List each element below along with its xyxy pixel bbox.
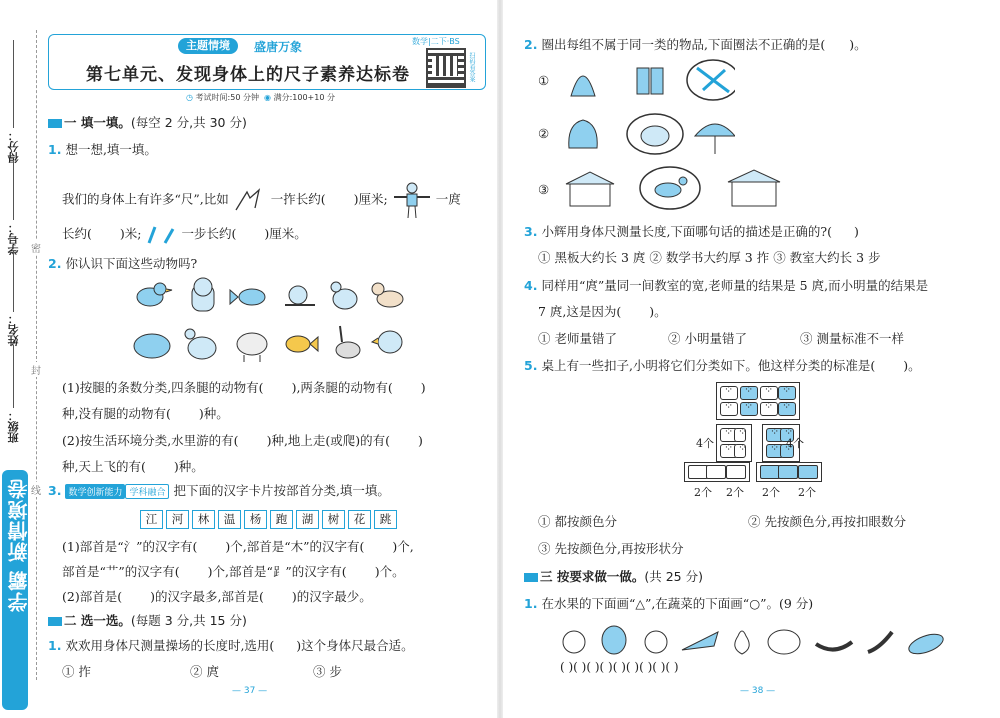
theme-pill: 主题情境 bbox=[178, 38, 238, 54]
q2-stem: 2. 你认识下面这些动物吗? bbox=[48, 256, 198, 271]
page-title: 第七单元、发现身体上的尺子素养达标卷 bbox=[86, 65, 410, 85]
char-cards bbox=[140, 508, 400, 529]
button-icon bbox=[740, 386, 758, 400]
score-icon: ◉ bbox=[264, 93, 272, 102]
cut-char-2: 封 bbox=[31, 362, 41, 377]
chicken-icon bbox=[185, 329, 216, 359]
exam-info bbox=[186, 92, 335, 103]
r-q3-options[interactable]: ① 黑板大约长 3 庹 ② 数学书大约厚 3 拃 ③ 教室大约长 3 步 bbox=[538, 250, 881, 265]
horse-icon bbox=[640, 167, 700, 209]
count-right: 4个 bbox=[786, 437, 804, 450]
q3-line-1: (1)部首是“氵”的汉字有( )个,部首是“木”的汉字有( )个, bbox=[62, 539, 414, 554]
score-line bbox=[13, 40, 14, 128]
temple-icon bbox=[566, 172, 614, 206]
goldfish-icon bbox=[286, 336, 318, 352]
s2q1-opt-1[interactable]: ① 拃 bbox=[62, 664, 91, 679]
r-q5-opt-3[interactable]: ③ 先按颜色分,再按形状分 bbox=[538, 541, 684, 556]
peach-icon bbox=[563, 631, 585, 653]
carrot-icon bbox=[682, 632, 718, 650]
brand-logo: 学霸 新情境卷 bbox=[7, 478, 31, 612]
produce-row bbox=[558, 620, 948, 660]
r-q4-opt-1[interactable]: ① 老师量错了 bbox=[538, 331, 617, 346]
s2q1-stem: 1. 欢欢用身体尺测量操场的长度时,选用( )这个身体尺最合适。 bbox=[48, 638, 414, 653]
class-line bbox=[13, 345, 14, 408]
count-bottom-4: 2个 bbox=[798, 486, 816, 499]
char-card: 河 bbox=[166, 510, 189, 529]
tiger-icon bbox=[192, 278, 214, 311]
animals-row-1 bbox=[130, 275, 430, 315]
q2-line-2: 种,没有腿的动物有( )种。 bbox=[62, 406, 229, 421]
button-icon bbox=[778, 386, 796, 400]
r-q2-row-3-label: ③ bbox=[538, 182, 550, 197]
hand-span-icon bbox=[233, 188, 267, 212]
q2-line-4: 种,天上飞的有( )种。 bbox=[62, 459, 204, 474]
count-bottom-2: 2个 bbox=[726, 486, 744, 499]
animals-row-2 bbox=[130, 322, 430, 366]
sheep-icon bbox=[237, 333, 267, 362]
chili-icon bbox=[868, 632, 892, 652]
qr-code[interactable] bbox=[426, 48, 466, 88]
orange-icon bbox=[645, 631, 667, 653]
page-number-left: — 37 — bbox=[232, 686, 268, 696]
char-card: 跳 bbox=[374, 510, 397, 529]
class-label: 班级： bbox=[7, 410, 20, 443]
button-icon bbox=[798, 465, 818, 479]
q3-stem: 3. 数学创新能力 学科融合 把下面的汉字卡片按部首分类,填一填。 bbox=[48, 483, 390, 498]
s2q1-opt-2[interactable]: ② 庹 bbox=[190, 664, 219, 679]
id-label: 学号： bbox=[7, 222, 20, 255]
count-left: 4个 bbox=[696, 437, 714, 450]
char-card: 林 bbox=[192, 510, 215, 529]
button-icon bbox=[720, 402, 738, 416]
r-q2-row-3 bbox=[560, 164, 800, 212]
page-number-right: — 38 — bbox=[740, 686, 776, 696]
s2q1-opt-3[interactable]: ③ 步 bbox=[313, 664, 342, 679]
full-score: 满分:100+10 分 bbox=[273, 93, 335, 102]
cut-char-3: 线 bbox=[31, 482, 41, 497]
q2-line-3: (2)按生活环境分类,水里游的有( )种,地上走(或爬)的有( ) bbox=[62, 433, 423, 448]
button-icon bbox=[688, 465, 708, 479]
char-card: 跑 bbox=[270, 510, 293, 529]
ostrich-icon bbox=[336, 326, 360, 358]
q3-line-2: 部首是“艹”的汉字有( )个,部首是“⻊”的汉字有( )个。 bbox=[62, 564, 405, 579]
roast-chicken-icon bbox=[627, 114, 683, 154]
name-line bbox=[13, 250, 14, 312]
r-q4-opt-2[interactable]: ② 小明量错了 bbox=[668, 331, 747, 346]
id-line bbox=[13, 160, 14, 220]
button-icon bbox=[706, 465, 726, 479]
section-bar-icon bbox=[48, 117, 62, 130]
char-card: 花 bbox=[348, 510, 371, 529]
r-q2-row-2-label: ② bbox=[538, 126, 550, 141]
r-q2-row-2 bbox=[565, 108, 735, 158]
button-icon bbox=[734, 444, 746, 458]
parrot-icon bbox=[372, 331, 402, 353]
theme-title: 盛唐万象 bbox=[254, 40, 303, 54]
whale-icon bbox=[134, 334, 170, 358]
name-label: 姓名： bbox=[7, 313, 20, 346]
r-q4-opt-3[interactable]: ③ 测量标准不一样 bbox=[800, 331, 904, 346]
qr-label: 扫码看答案 bbox=[468, 52, 475, 82]
footstep-icon bbox=[145, 225, 177, 245]
grade-info: 数学|二下·BS bbox=[412, 37, 460, 46]
button-icon bbox=[778, 402, 796, 416]
s3q1-stem: 1. 在水果的下面画“△”,在蔬菜的下面画“○”。(9 分) bbox=[524, 596, 814, 611]
banana-icon bbox=[816, 642, 852, 650]
umbrella-icon bbox=[687, 60, 735, 100]
cut-line bbox=[36, 30, 37, 680]
button-icon bbox=[760, 386, 778, 400]
answer-parens[interactable]: ( )( )( )( )( )( )( )( )( ) bbox=[560, 660, 679, 674]
button-icon bbox=[726, 465, 746, 479]
score-label: 得分： bbox=[7, 130, 20, 163]
char-card: 江 bbox=[140, 510, 163, 529]
dog-icon bbox=[372, 283, 403, 307]
fish-icon bbox=[230, 289, 265, 305]
r-q2-stem: 2. 圈出每组不属于同一类的物品,下面圈法不正确的是( )。 bbox=[524, 37, 867, 52]
char-card: 湖 bbox=[296, 510, 319, 529]
r-q3-stem: 3. 小辉用身体尺测量长度,下面哪句话的描述是正确的?( ) bbox=[524, 224, 859, 239]
right-page bbox=[500, 0, 1000, 718]
r-q4-stem-2: 7 庹,这是因为( )。 bbox=[538, 304, 667, 319]
button-icon bbox=[720, 386, 738, 400]
button-icon bbox=[760, 465, 780, 479]
bird-icon bbox=[137, 283, 172, 306]
section-2-heading: 二 选一选。(每题 3 分,共 15 分) bbox=[48, 611, 247, 629]
snail-icon bbox=[285, 286, 315, 305]
q1-stem: 1. 想一想,填一填。 bbox=[48, 142, 157, 157]
sack-icon bbox=[569, 120, 597, 148]
button-icon bbox=[778, 465, 798, 479]
boots-icon bbox=[637, 68, 663, 94]
button-icon bbox=[734, 428, 746, 442]
q3-line-3: (2)部首是( )的汉字最多,部首是( )的汉字最少。 bbox=[62, 589, 372, 604]
r-q2-row-1 bbox=[565, 56, 735, 104]
q1-line-1: 我们的身体上有许多“尺”,比如 一拃长约( )厘米; 一庹 bbox=[62, 180, 461, 220]
pavilion-icon bbox=[728, 170, 780, 206]
arm-span-figure-icon bbox=[392, 180, 432, 220]
q2-line-1: (1)按腿的条数分类,四条腿的动物有( ),两条腿的动物有( ) bbox=[62, 380, 426, 395]
section-1-heading: 一 填一填。(每空 2 分,共 30 分) bbox=[48, 113, 247, 131]
tag-innovation: 数学创新能力 bbox=[65, 484, 125, 499]
hat-icon bbox=[571, 76, 595, 96]
button-icon bbox=[760, 402, 778, 416]
q1-line-2: 长约( )米; 一步长约( )厘米。 bbox=[62, 224, 307, 245]
r-q2-row-1-label: ① bbox=[538, 73, 550, 88]
parasol-icon bbox=[695, 124, 735, 154]
r-q4-stem: 4. 同样用“庹”量同一间教室的宽,老师量的结果是 5 庹,而小明量的结果是 bbox=[524, 278, 929, 293]
cut-char-1: 密 bbox=[31, 240, 41, 255]
r-q5-opt-2[interactable]: ② 先按颜色分,再按扣眼数分 bbox=[748, 514, 906, 529]
count-bottom-1: 2个 bbox=[694, 486, 712, 499]
count-bottom-3: 2个 bbox=[762, 486, 780, 499]
clock-icon: ◷ bbox=[186, 93, 193, 102]
tag-interdisciplinary: 学科融合 bbox=[125, 484, 169, 499]
section-bar-icon bbox=[524, 571, 538, 584]
section-bar-icon bbox=[48, 615, 62, 628]
pumpkin-icon bbox=[768, 630, 800, 654]
cabbage-icon bbox=[602, 626, 626, 654]
section-3-heading: 三 按要求做一做。(共 25 分) bbox=[524, 567, 703, 585]
char-card: 杨 bbox=[244, 510, 267, 529]
pear-icon bbox=[735, 631, 749, 654]
exam-time: 考试时间:50 分钟 bbox=[195, 93, 259, 102]
r-q5-stem: 5. 桌上有一些扣子,小明将它们分类如下。他这样分类的标准是( )。 bbox=[524, 358, 921, 373]
r-q5-opt-1[interactable]: ① 都按颜色分 bbox=[538, 514, 617, 529]
button-icon bbox=[740, 402, 758, 416]
hen-icon bbox=[331, 282, 357, 309]
eggplant-icon bbox=[906, 630, 945, 657]
char-card: 树 bbox=[322, 510, 345, 529]
char-card: 温 bbox=[218, 510, 241, 529]
